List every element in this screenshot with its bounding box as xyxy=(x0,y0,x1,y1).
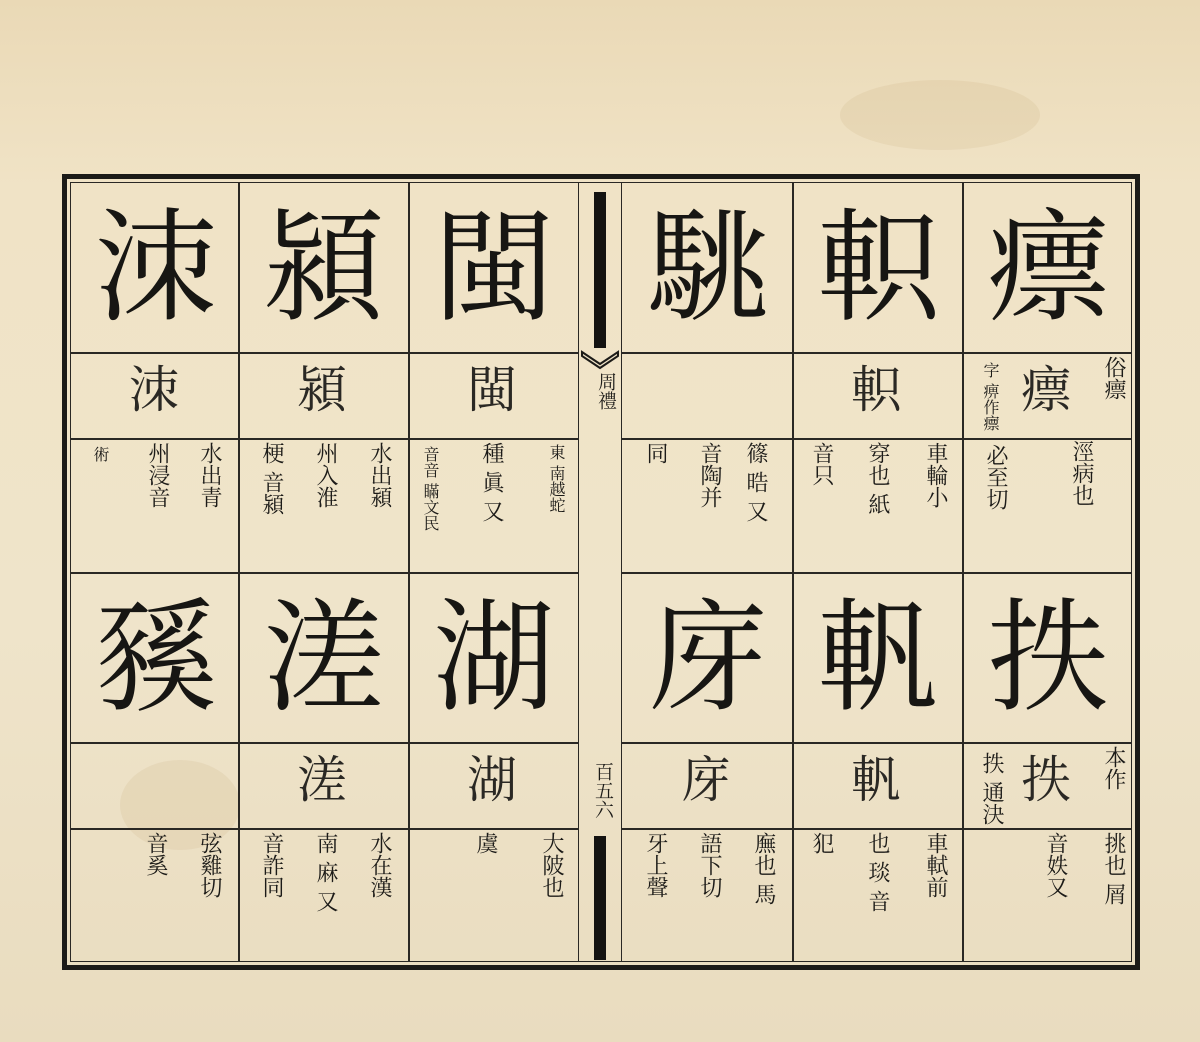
fold-book-title: 周禮 xyxy=(595,372,617,410)
gloss-column: 挑也 屑 xyxy=(1101,832,1126,905)
gloss-column: 南 麻 又 xyxy=(313,832,338,912)
headword-char: 庌 xyxy=(647,587,769,729)
seal-script-char: 潁 xyxy=(297,361,347,419)
seal-script-char: 瘭 xyxy=(1021,361,1071,419)
seal-script-char: 軓 xyxy=(851,751,901,809)
gloss-column: 州入淮 xyxy=(313,442,338,508)
headword-char: 潁 xyxy=(263,197,385,339)
gloss-column: 虞 xyxy=(473,832,498,854)
gloss-column: 音奚 xyxy=(143,832,168,876)
gloss-column: 術 xyxy=(91,446,110,462)
headword-char: 洓 xyxy=(95,197,217,339)
seal-script-char: 抶 xyxy=(1021,751,1071,809)
headword-char: 湖 xyxy=(433,587,555,729)
row-divider xyxy=(622,828,1132,830)
gloss-column: 穿也 紙 xyxy=(865,442,890,515)
gloss-column: 大陂也 xyxy=(539,832,564,898)
row-divider xyxy=(70,828,578,830)
headword-char: 抶 xyxy=(987,587,1109,729)
row-divider xyxy=(70,742,578,744)
row-divider xyxy=(70,438,578,440)
headword-char: 軹 xyxy=(817,197,939,339)
gloss-column: 種 眞 又 xyxy=(479,442,504,522)
row-divider xyxy=(622,438,1132,440)
gloss-column: 同 xyxy=(643,442,668,464)
paper-stain xyxy=(840,80,1040,150)
seal-script-char: 庌 xyxy=(681,751,731,809)
headword-char: 溠 xyxy=(263,587,385,729)
gloss-column: 州浸音 xyxy=(145,442,170,508)
gloss-column: 水出青 xyxy=(197,442,222,508)
fold-page-number: 百五六 xyxy=(592,762,614,819)
gloss-column: 弦雞切 xyxy=(197,832,222,898)
seal-script-char: 軹 xyxy=(851,361,901,419)
row-divider xyxy=(70,352,578,354)
fishtail-mark-icon xyxy=(580,350,620,370)
gloss-column: 牙上聲 xyxy=(643,832,668,898)
fold-black-bar-bottom xyxy=(594,836,606,960)
seal-script-char: 閩 xyxy=(467,361,517,419)
headword-char: 瘭 xyxy=(987,197,1109,339)
headword-char: 閩 xyxy=(433,197,555,339)
gloss-column: 音陶并 xyxy=(697,442,722,508)
gloss-column: 音只 xyxy=(809,442,834,486)
headword-char: 軓 xyxy=(817,587,939,729)
gloss-column: 音詐同 xyxy=(259,832,284,898)
gloss-column: 音音 瞞文民 xyxy=(421,446,440,532)
gloss-column: 水在漢 xyxy=(367,832,392,898)
gloss-column: 車軾前 xyxy=(923,832,948,898)
gloss-column: 本作 xyxy=(1101,746,1126,790)
gloss-column: 俗瘭 xyxy=(1101,356,1126,400)
seal-script-char: 湖 xyxy=(467,751,517,809)
gloss-column: 涇病也 xyxy=(1069,440,1094,506)
headword-char: 駣 xyxy=(647,197,769,339)
gloss-column: 語下切 xyxy=(697,832,722,898)
gloss-column: 必至切 xyxy=(983,444,1008,510)
fold-black-bar-top xyxy=(594,192,606,348)
gloss-column: 字 痹作瘭 xyxy=(981,362,1000,432)
gloss-column: 犯 xyxy=(809,832,834,854)
gloss-column: 梗 音潁 xyxy=(259,442,284,515)
seal-script-char: 溠 xyxy=(297,751,347,809)
gloss-column: 車輪小 xyxy=(923,442,948,508)
seal-script-char: 洓 xyxy=(129,361,179,419)
row-divider xyxy=(622,742,1132,744)
gloss-column: 篠 晧 又 xyxy=(743,442,768,522)
gloss-column: 抶 通決 xyxy=(979,752,1004,825)
gloss-column: 東 南越蛇 xyxy=(547,444,566,514)
row-divider xyxy=(622,352,1132,354)
gloss-column: 廡也 馬 xyxy=(751,832,776,905)
gloss-column: 音妷又 xyxy=(1043,832,1068,898)
headword-char: 豯 xyxy=(95,587,217,729)
gloss-column: 也 琰 音 xyxy=(865,832,890,912)
gloss-column: 水出潁 xyxy=(367,442,392,508)
